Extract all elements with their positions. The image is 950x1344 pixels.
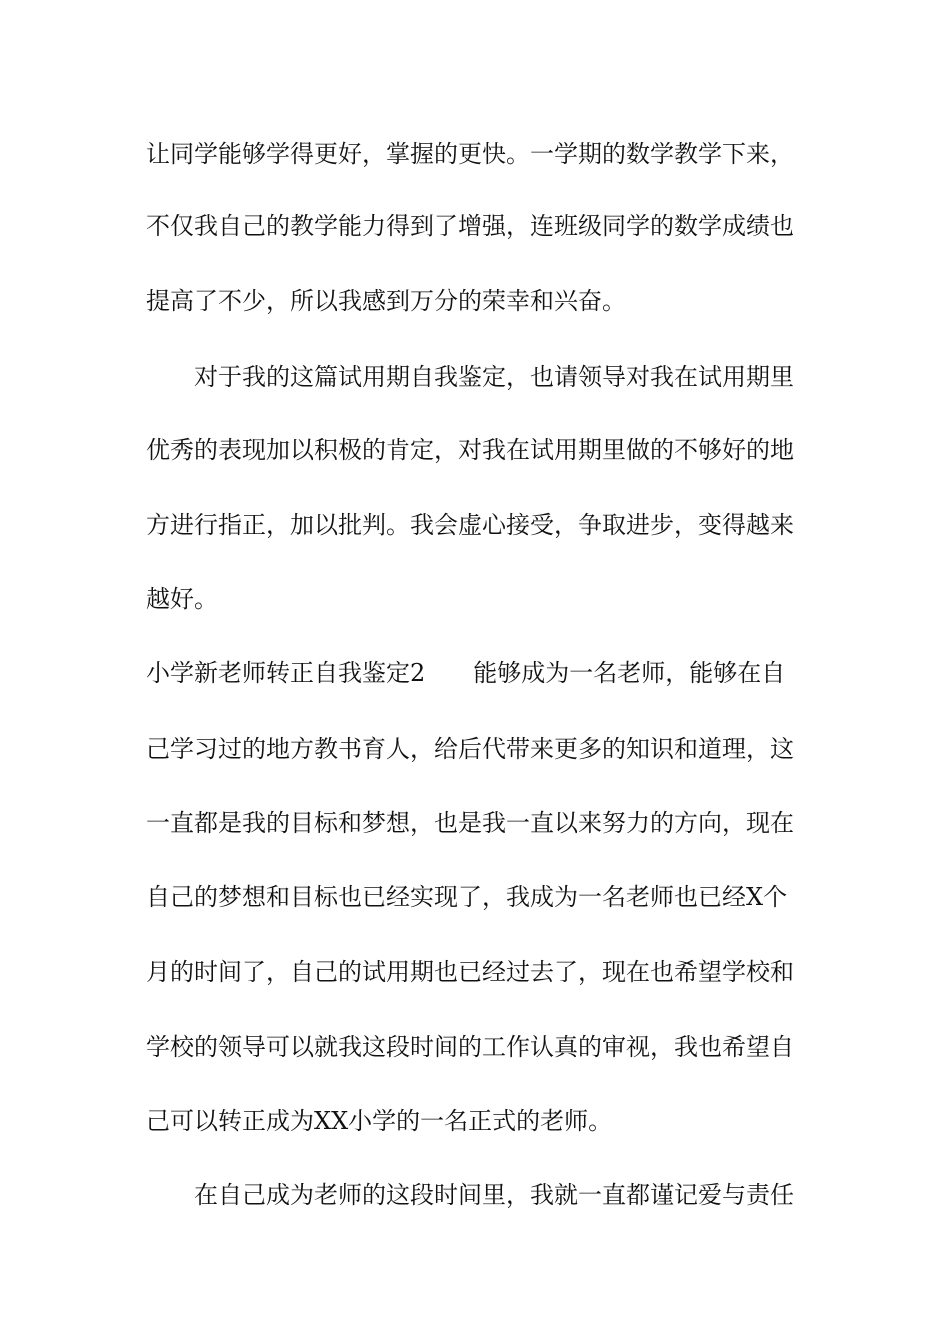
text-line-15: 在自己成为老师的这段时间里，我就一直都谨记爱与责任: [194, 1181, 794, 1209]
text-line-13: 学校的领导可以就我这段时间的工作认真的审视，我也希望自: [146, 1033, 794, 1061]
text-line-4: 对于我的这篇试用期自我鉴定，也请领导对我在试用期里: [194, 363, 794, 391]
text-line-5: 优秀的表现加以积极的肯定，对我在试用期里做的不够好的地: [146, 436, 794, 464]
text-line-3: 提高了不少，所以我感到万分的荣幸和兴奋。: [146, 287, 626, 315]
text-line-7: 越好。: [146, 585, 218, 613]
text-line-14: 己可以转正成为XX小学的一名正式的老师。: [146, 1107, 613, 1135]
text-line-12: 月的时间了，自己的试用期也已经过去了，现在也希望学校和: [146, 958, 794, 986]
text-line-2: 不仅我自己的教学能力得到了增强，连班级同学的数学成绩也: [146, 212, 794, 240]
text-line-10: 一直都是我的目标和梦想，也是我一直以来努力的方向，现在: [146, 809, 794, 837]
section-heading-line: 小学新老师转正自我鉴定2 能够成为一名老师，能够在自: [146, 659, 786, 687]
text-line-6: 方进行指正，加以批判。我会虚心接受，争取进步，变得越来: [146, 511, 794, 539]
text-line-9: 己学习过的地方教书育人，给后代带来更多的知识和道理，这: [146, 735, 794, 763]
text-line-11: 自己的梦想和目标也已经实现了，我成为一名老师也已经X个: [146, 883, 788, 911]
text-line-1: 让同学能够学得更好，掌握的更快。一学期的数学教学下来，: [146, 140, 794, 168]
